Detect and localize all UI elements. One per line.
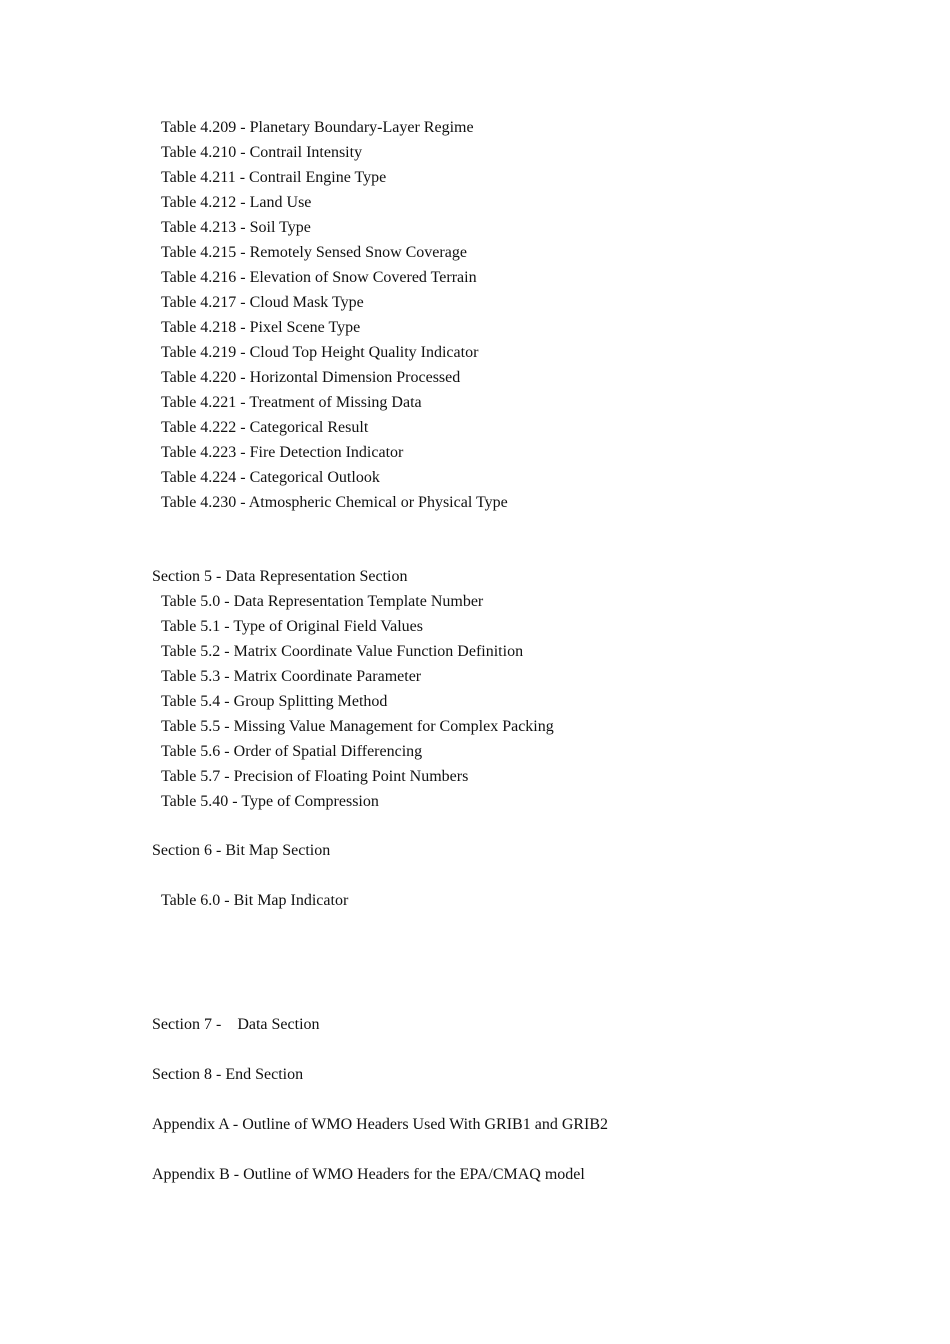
table-4-215: Table 4.215 - Remotely Sensed Snow Coverage bbox=[161, 244, 467, 261]
table-5-4: Table 5.4 - Group Splitting Method bbox=[161, 693, 388, 710]
table-4-209: Table 4.209 - Planetary Boundary-Layer Regime bbox=[161, 119, 474, 136]
table-4-223: Table 4.223 - Fire Detection Indicator bbox=[161, 444, 404, 461]
table-4-211: Table 4.211 - Contrail Engine Type bbox=[161, 169, 387, 186]
table-4-219: Table 4.219 - Cloud Top Height Quality Indicator bbox=[161, 344, 479, 361]
table-5-1: Table 5.1 - Type of Original Field Values bbox=[161, 618, 424, 635]
appendix-a-heading: Appendix A - Outline of WMO Headers Used With GRIB1 and GRIB2 bbox=[152, 1116, 609, 1133]
table-4-210: Table 4.210 - Contrail Intensity bbox=[161, 144, 363, 161]
table-5-40: Table 5.40 - Type of Compression bbox=[161, 793, 379, 810]
section-7-heading: Section 7 - Data Section bbox=[152, 1016, 320, 1033]
appendix-b-heading: Appendix B - Outline of WMO Headers for the EPA/CMAQ model bbox=[152, 1166, 585, 1183]
table-4-224: Table 4.224 - Categorical Outlook bbox=[161, 469, 380, 486]
section-5-heading: Section 5 - Data Representation Section bbox=[152, 568, 408, 585]
table-4-222: Table 4.222 - Categorical Result bbox=[161, 419, 369, 436]
table-5-0: Table 5.0 - Data Representation Template Number bbox=[161, 593, 484, 610]
table-4-221: Table 4.221 - Treatment of Missing Data bbox=[161, 394, 422, 411]
table-5-7: Table 5.7 - Precision of Floating Point Numbers bbox=[161, 768, 469, 785]
section-8-heading: Section 8 - End Section bbox=[152, 1066, 304, 1083]
table-4-220: Table 4.220 - Horizontal Dimension Processed bbox=[161, 369, 461, 386]
section-6-heading: Section 6 - Bit Map Section bbox=[152, 842, 331, 859]
table-5-3: Table 5.3 - Matrix Coordinate Parameter bbox=[161, 668, 422, 685]
table-6-0: Table 6.0 - Bit Map Indicator bbox=[161, 892, 349, 909]
table-4-216: Table 4.216 - Elevation of Snow Covered Terrain bbox=[161, 269, 477, 286]
table-4-212: Table 4.212 - Land Use bbox=[161, 194, 312, 211]
table-4-230: Table 4.230 - Atmospheric Chemical or Physical Type bbox=[161, 494, 508, 511]
table-5-2: Table 5.2 - Matrix Coordinate Value Function Definition bbox=[161, 643, 524, 660]
table-4-213: Table 4.213 - Soil Type bbox=[161, 219, 311, 236]
table-5-5: Table 5.5 - Missing Value Management for Complex Packing bbox=[161, 718, 554, 735]
table-4-217: Table 4.217 - Cloud Mask Type bbox=[161, 294, 364, 311]
table-5-6: Table 5.6 - Order of Spatial Differencing bbox=[161, 743, 423, 760]
table-4-218: Table 4.218 - Pixel Scene Type bbox=[161, 319, 361, 336]
